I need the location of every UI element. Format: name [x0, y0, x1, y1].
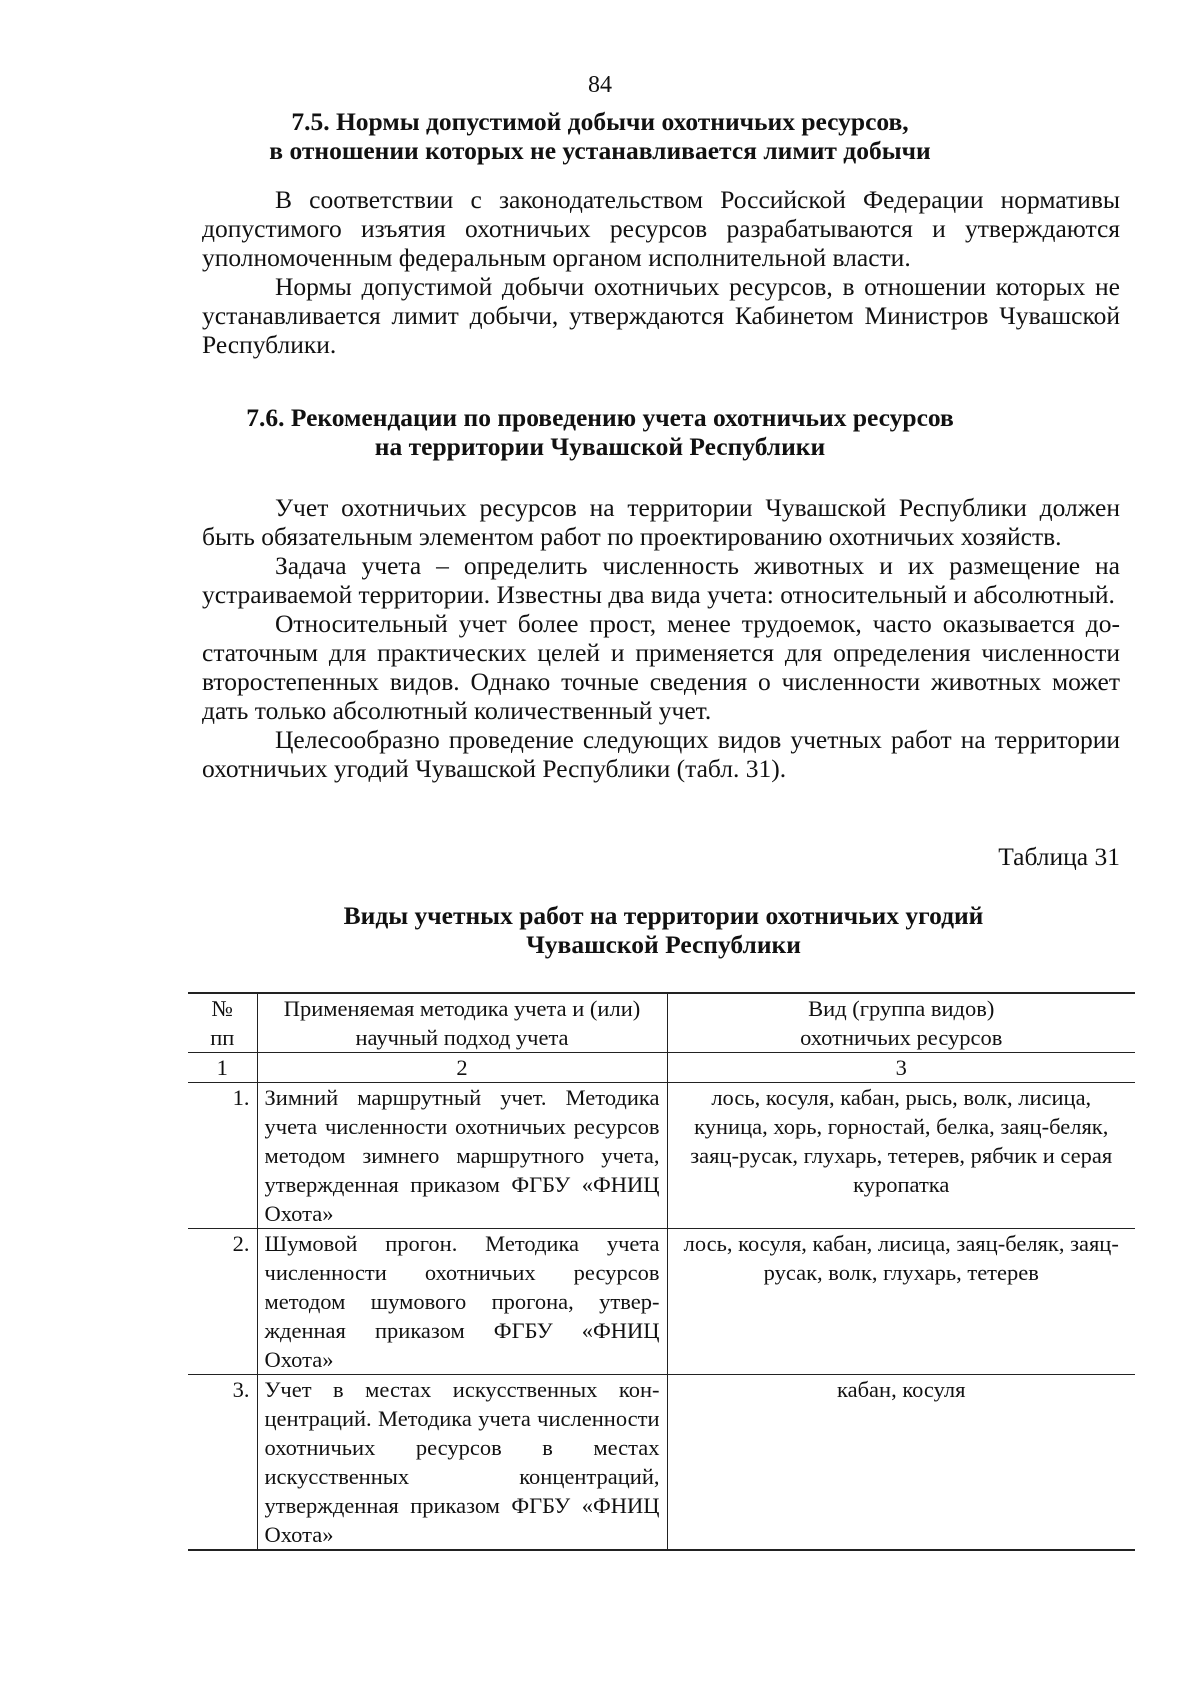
header-species-line-2: охотничьих ресурсов [800, 1025, 1003, 1050]
header-number-line-1: № [211, 996, 233, 1021]
table-title [140, 901, 1187, 959]
row-method: Учет в местах искусственных концентраций. Методика учета численности охотничьих ресурсов в местах искусственных концентраций, утвержденная приказом ФГБУ «ФНИЦ Охота» [257, 1375, 667, 1551]
table-row [188, 1229, 1135, 1375]
row-method: Зимний маршрутный учет. Методика учета численности охотничьих ресурсов методом зимнего маршрутного учета, утвержденная приказом ФГБУ «ФНИЦ Охота» [257, 1083, 667, 1229]
table-title-line-1: Виды учетных работ на территории охотничьих угодий [343, 901, 984, 930]
section-7-6-paragraph-4: Целесообразно проведение следующих видов учетных работ на территории охотничьих угодий Чувашской Республики (табл. 31). [202, 725, 1120, 783]
column-number-2: 2 [257, 1053, 667, 1083]
survey-methods-table [188, 992, 1135, 1551]
table-column-number-row [188, 1053, 1135, 1083]
section-7-6-body [202, 493, 1120, 783]
header-cell-number [188, 993, 257, 1053]
section-7-6-paragraph-2: Задача учета – определить численность животных и их размещение на устраиваемой территории. Известны два вида учета: относительный и абсолютный. [202, 551, 1120, 609]
row-method: Шумовой прогон. Методика учета численности охотничьих ресурсов методом шумового прогона, утвержденная приказом ФГБУ «ФНИЦ Охота» [257, 1229, 667, 1375]
column-number-3: 3 [667, 1053, 1135, 1083]
table-label: Таблица 31 [998, 842, 1120, 871]
table-row [188, 1375, 1135, 1551]
table-title-line-2: Чувашской Республики [526, 930, 801, 959]
section-7-5-heading [140, 107, 1060, 165]
section-7-5-title-line-2: в отношении которых не устанавливается лимит добычи [269, 136, 931, 165]
section-7-6-paragraph-3: Относительный учет более прост, менее трудоемок, часто оказывается достаточным для практических целей и применяется для определения численности второстепенных видов. Однако точные сведения о численности животных может дать только абсолютный количественный учет. [202, 609, 1120, 725]
header-number-line-2: пп [210, 1025, 235, 1050]
row-number: 3. [232, 1377, 250, 1402]
header-method-line-2: научный подход учета [355, 1025, 569, 1050]
table-row [188, 1083, 1135, 1229]
page-number: 84 [588, 72, 612, 98]
section-7-6-title-line-2: на территории Чувашской Республики [374, 432, 826, 461]
section-7-5-paragraph-2: Нормы допустимой добычи охотничьих ресурсов, в отношении которых не устанавливается лимит добычи, утверждаются Кабинетом Министров Чувашской Республики. [202, 272, 1120, 359]
section-7-6-paragraph-1: Учет охотничьих ресурсов на территории Чувашской Республики должен быть обязательным элементом работ по проектированию охотничьих хозяйств. [202, 493, 1120, 551]
section-7-5-title-line-1: 7.5. Нормы допустимой добычи охотничьих ресурсов, [291, 107, 909, 136]
row-number: 2. [232, 1231, 250, 1256]
header-method-line-1: Применяемая методика учета и (или) [283, 996, 641, 1021]
header-cell-method [257, 993, 667, 1053]
section-7-6-heading [140, 403, 1060, 461]
table-header-row [188, 993, 1135, 1053]
row-species: лось, косуля, кабан, лисица, заяц-беляк, заяц-русак, волк, глухарь, тетерев [667, 1229, 1135, 1375]
row-species: кабан, косуля [667, 1375, 1135, 1551]
section-7-5-body [202, 185, 1120, 359]
row-species: лось, косуля, кабан, рысь, волк, лисица, куница, хорь, горностай, белка, заяц-беляк, заяц-русак, глухарь, тетерев, рябчик и серая куропатка [667, 1083, 1135, 1229]
column-number-1: 1 [216, 1055, 228, 1080]
header-species-line-1: Вид (группа видов) [808, 996, 995, 1021]
section-7-6-title-line-1: 7.6. Рекомендации по проведению учета охотничьих ресурсов [246, 403, 954, 432]
header-cell-species [667, 993, 1135, 1053]
section-7-5-paragraph-1: В соответствии с законодательством Российской Федерации нормативы допустимого изъятия охотничьих ресурсов разрабатываются и утверждаются уполномоченным федеральным органом исполнительной власти. [202, 185, 1120, 272]
row-number: 1. [232, 1085, 250, 1110]
